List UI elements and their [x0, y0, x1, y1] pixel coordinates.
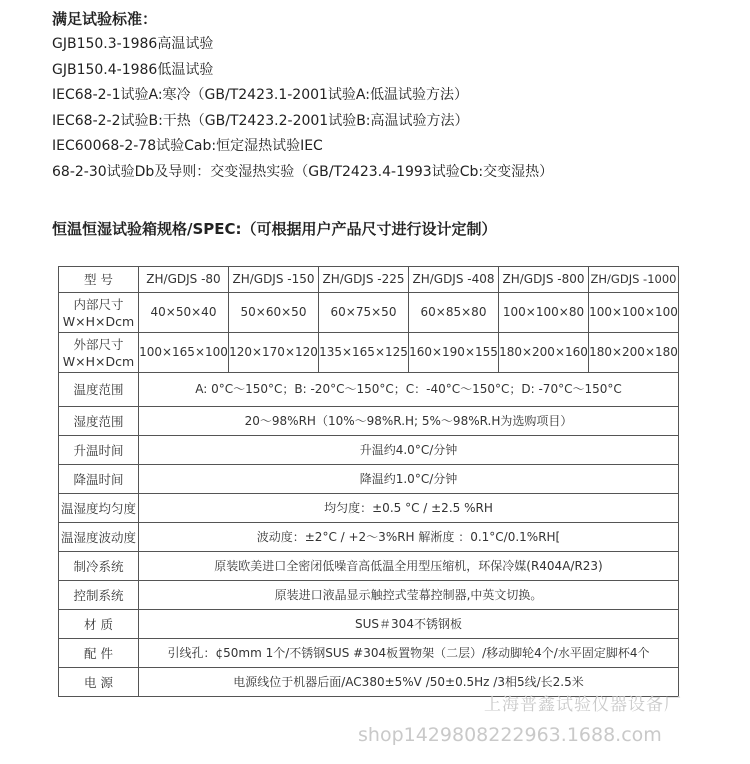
table-row [59, 407, 679, 436]
row-value: 均匀度：±0.5 °C / ±2.5 %RH [139, 494, 679, 523]
size-cell: 60×75×50 [319, 293, 409, 333]
table-row [59, 523, 679, 552]
row-label: 配 件 [59, 639, 139, 668]
size-cell: 60×85×80 [409, 293, 499, 333]
row-label [59, 293, 139, 333]
spec-table [58, 266, 679, 697]
row-value: 原装进口液晶显示触控式莹幕控制器,中英文切换。 [139, 581, 679, 610]
row-label: 电 源 [59, 668, 139, 697]
model-cell: ZH/GDJS -225 [319, 267, 409, 293]
table-row [59, 639, 679, 668]
table-row [59, 436, 679, 465]
row-value: SUS＃304不锈钢板 [139, 610, 679, 639]
table-row-model [59, 267, 679, 293]
size-cell: 100×100×80 [499, 293, 589, 333]
watermark-company: 上海普鑫试验仪器设备厂 [484, 695, 682, 715]
table-row [59, 373, 679, 407]
row-label: 温湿度均匀度 [59, 494, 139, 523]
standard-item: IEC60068-2-78试验Cab:恒定湿热试验IEC [52, 138, 323, 154]
size-cell: 180×200×160 [499, 333, 589, 373]
standard-item: GJB150.3-1986高温试验 [52, 36, 214, 52]
table-row-outer-size [59, 333, 679, 373]
row-label: 降温时间 [59, 465, 139, 494]
standards-title: 满足试验标准： [52, 10, 158, 28]
table-row-inner-size [59, 293, 679, 333]
row-label [59, 333, 139, 373]
table-row [59, 494, 679, 523]
row-label-line: W×H×Dcm [62, 313, 135, 329]
row-value: 20～98%RH（10%～98%R.H; 5%～98%R.H为选购项目） [139, 407, 679, 436]
row-label-line: W×H×Dcm [62, 353, 135, 369]
row-label-line: 内部尺寸 [73, 296, 124, 312]
standards-section [52, 6, 553, 185]
row-value: 升温约4.0°C/分钟 [139, 436, 679, 465]
row-label: 升温时间 [59, 436, 139, 465]
row-label: 温度范围 [59, 373, 139, 407]
model-cell: ZH/GDJS -80 [139, 267, 229, 293]
row-value: 波动度：±2°C / +2～3%RH 解淅度 ：0.1°C/0.1%RH[ [139, 523, 679, 552]
size-cell: 40×50×40 [139, 293, 229, 333]
row-value: A: 0°C～150°C；B: -20°C～150°C；C：-40°C～150°C；D: -70°C～150°C [139, 373, 679, 407]
table-row [59, 581, 679, 610]
standard-item: 68-2-30试验Db及导则：交变湿热实验（GB/T2423.4-1993试验Cb:交变湿热） [52, 163, 554, 180]
row-label-line: 外部尺寸 [73, 336, 124, 352]
size-cell: 100×165×100 [139, 333, 229, 373]
row-value: 降温约1.0°C/分钟 [139, 465, 679, 494]
size-cell: 160×190×155 [409, 333, 499, 373]
standard-item: GJB150.4-1986低温试验 [52, 61, 214, 78]
row-label: 制冷系统 [59, 552, 139, 581]
model-cell: ZH/GDJS -150 [229, 267, 319, 293]
standard-item: IEC68-2-2试验B:干热（GB/T2423.2-2001试验B:高温试验方法） [52, 112, 469, 129]
row-value: 电源线位于机器后面/AC380±5%V /50±0.5Hz /3相5线/长2.5米 [139, 668, 679, 697]
row-label: 温湿度波动度 [59, 523, 139, 552]
row-label: 材 质 [59, 610, 139, 639]
standard-item: IEC68-2-1试验A:寒冷（GB/T2423.1-2001试验A:低温试验方法） [52, 87, 468, 103]
row-value: 引线孔：¢50mm 1个/不锈钢SUS #304板置物架（二层）/移动脚轮4个/水平固定脚杯4个 [139, 639, 679, 668]
table-row [59, 465, 679, 494]
spec-heading: 恒温恒湿试验箱规格/SPEC:（可根据用户产品尺寸进行设计定制） [52, 220, 497, 238]
row-label: 控制系统 [59, 581, 139, 610]
model-cell: ZH/GDJS -1000 [589, 267, 679, 293]
row-label: 湿度范围 [59, 407, 139, 436]
table-row [59, 610, 679, 639]
size-cell: 50×60×50 [229, 293, 319, 333]
size-cell: 180×200×180 [589, 333, 679, 373]
size-cell: 135×165×125 [319, 333, 409, 373]
table-row [59, 552, 679, 581]
row-value: 原装欧美进口全密闭低噪音高低温全用型压缩机，环保冷媒(R404A/R23) [139, 552, 679, 581]
model-cell: ZH/GDJS -800 [499, 267, 589, 293]
size-cell: 120×170×120 [229, 333, 319, 373]
model-cell: ZH/GDJS -408 [409, 267, 499, 293]
watermark-shop-url: shop1429808222963.1688.com [358, 724, 662, 746]
row-label: 型 号 [59, 267, 139, 293]
size-cell: 100×100×100 [589, 293, 679, 333]
